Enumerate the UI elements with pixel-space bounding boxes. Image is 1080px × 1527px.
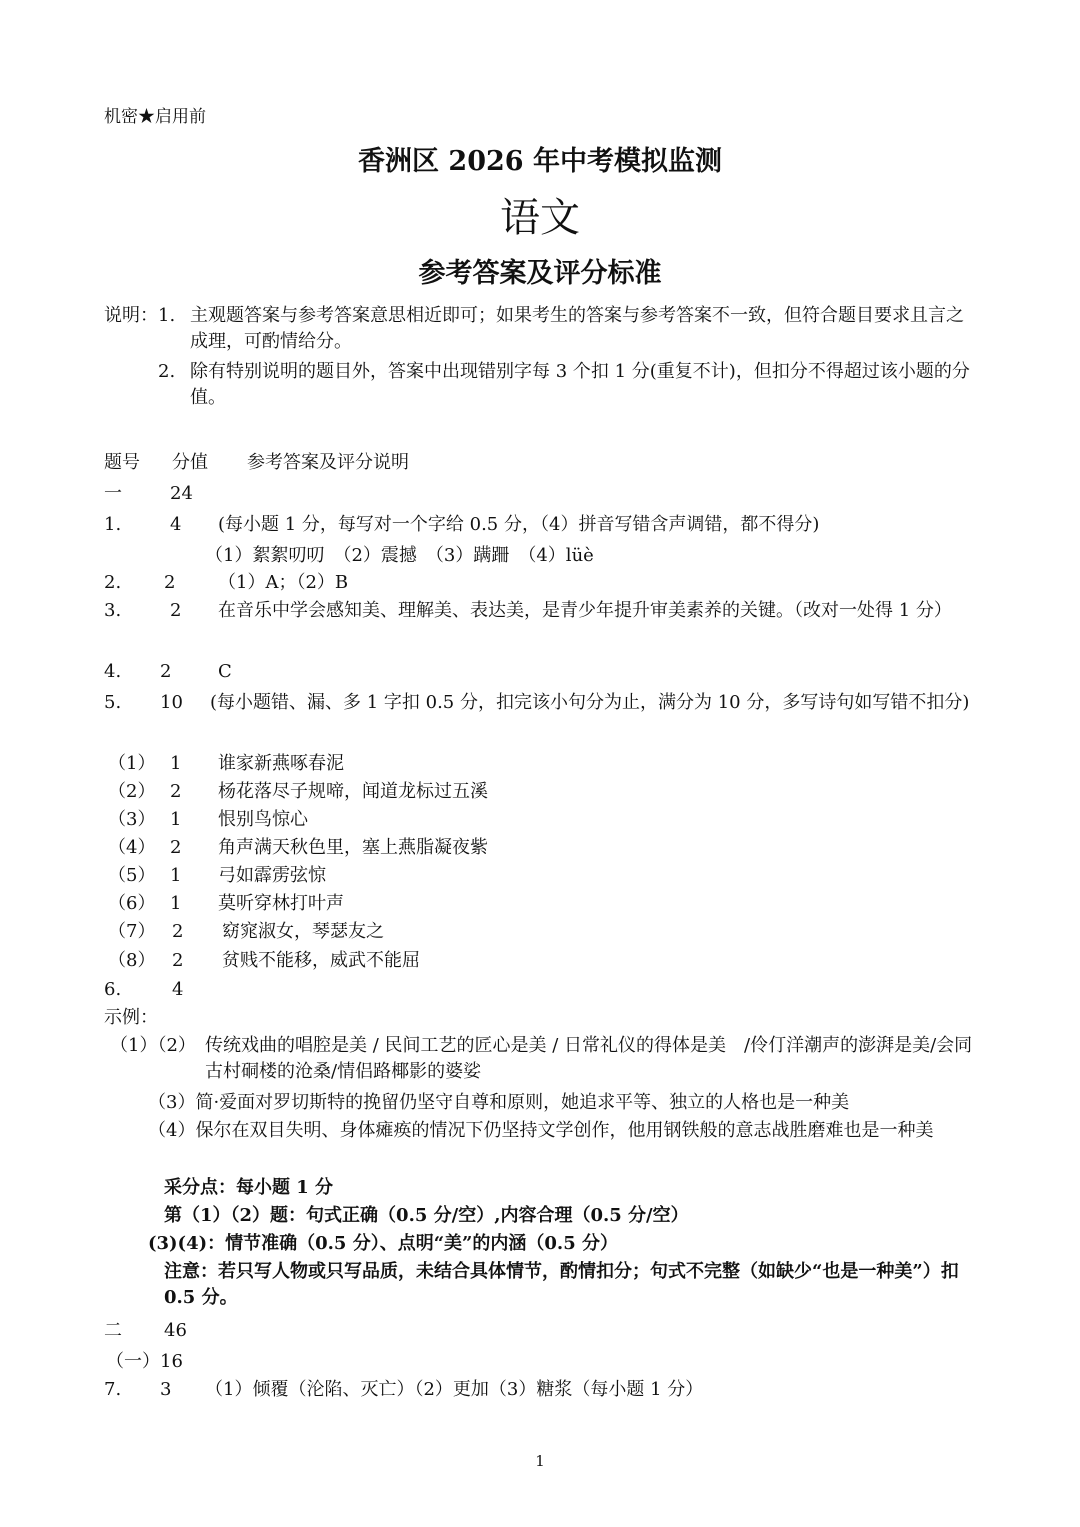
sub-question-score: 2 [172, 921, 184, 942]
sub-question-number: （5） [108, 865, 156, 886]
exam-title: 香洲区 2026 年中考模拟监测 [358, 146, 722, 177]
header-answer: 参考答案及评分说明 [247, 452, 409, 473]
question-number: 2. [104, 572, 122, 593]
page-number: 1 [535, 1452, 545, 1470]
sub-question-answer: 杨花落尽子规啼，闻道龙标过五溪 [218, 781, 488, 802]
example-1-2-text: 传统戏曲的唱腔是美 / 民间工艺的匠心是美 / 日常礼仪的得体是美 /伶仃洋潮声的澎湃是美/会同古村硐楼的沧桑/情侣路椰影的婆娑 [205, 1035, 973, 1082]
sub-question-number: （4） [108, 837, 156, 858]
example-1-2-label: （1）（2） [110, 1035, 196, 1056]
question-score: 2 [164, 572, 176, 593]
sub-question-answer: 莫听穿林打叶声 [218, 893, 344, 914]
question-answer: （1）A；（2）B [218, 572, 349, 593]
section-score: 24 [170, 483, 193, 504]
question-score: 3 [160, 1379, 172, 1400]
scoring-note: 注意：若只写人物或只写品质，未结合具体情节，酌情扣分；句式不完整（如缺少“也是一种美”）扣 0.5 分。 [164, 1261, 959, 1308]
sub-question-score: 2 [170, 781, 182, 802]
sub-question-answer: 弓如霹雳弦惊 [218, 865, 326, 886]
scoring-points-title: 采分点：每小题 1 分 [164, 1177, 334, 1198]
example-label: 示例： [104, 1007, 158, 1028]
question-number: 4. [104, 661, 122, 682]
sub-question-number: （8） [108, 950, 156, 971]
example-3-text: （3）简·爱面对罗切斯特的挽留仍坚守自尊和原则，她追求平等、独立的人格也是一种美 [148, 1092, 850, 1113]
subject-title: 语文 [500, 195, 580, 241]
sub-question-number: （7） [108, 921, 156, 942]
sub-question-number: （3） [108, 809, 156, 830]
question-answer: 在音乐中学会感知美、理解美、表达美，是青少年提升审美素养的关键。（改对一处得 1 分） [218, 600, 952, 621]
question-score: 2 [170, 600, 182, 621]
subsection-label: （一）16 [106, 1351, 183, 1372]
note-number: 1. [158, 305, 176, 326]
note-item-2 [158, 359, 980, 411]
question-score: 10 [160, 692, 183, 713]
example-4-text: （4）保尔在双目失明、身体瘫痪的情况下仍坚持文学创作，他用钢铁般的意志战胜磨难也是一种美 [148, 1120, 934, 1141]
scoring-point-1-2: 第（1）（2）题：句式正确（0.5 分/空）,内容合理（0.5 分/空） [164, 1205, 689, 1226]
note-text: 除有特别说明的题目外，答案中出现错别字每 3 个扣 1 分(重复不计)，但扣分不得超过该小题的分值。 [190, 361, 970, 408]
question-score: 4 [170, 514, 182, 535]
sub-question-score: 1 [170, 893, 182, 914]
question-answer: C [218, 661, 232, 682]
sub-question-score: 1 [170, 809, 182, 830]
question-number: 1. [104, 514, 122, 535]
question-answer: (每小题错、漏、多 1 字扣 0.5 分，扣完该小句分为止，满分为 10 分，多写诗句如写错不扣分) [210, 692, 970, 713]
confidential-mark: 机密★启用前 [104, 107, 206, 127]
note-number: 2. [158, 361, 176, 382]
sub-question-score: 2 [172, 950, 184, 971]
sub-question-score: 1 [170, 865, 182, 886]
sub-question-answer: 贫贱不能移，威武不能屈 [222, 950, 420, 971]
note-text: 主观题答案与参考答案意思相近即可；如果考生的答案与参考答案不一致，但符合题目要求且言之成理，可酌情给分。 [190, 305, 964, 352]
header-question: 题号 [104, 452, 140, 473]
question-answer-detail: （1）絮絮叨叨 （2）震撼 （3）蹒跚 （4）lüè [205, 545, 594, 566]
sub-question-answer: 窈窕淑女，琴瑟友之 [222, 921, 384, 942]
question-number: 5. [104, 692, 122, 713]
sub-question-score: 1 [170, 753, 182, 774]
sub-question-number: （6） [108, 893, 156, 914]
sub-question-number: （2） [108, 781, 156, 802]
question-answer: (每小题 1 分，每写对一个字给 0.5 分，（4）拼音写错含声调错，都不得分) [218, 514, 820, 535]
question-score: 2 [160, 661, 172, 682]
answer-key-title: 参考答案及评分标准 [418, 258, 662, 289]
section-score: 46 [164, 1320, 187, 1341]
question-score: 4 [172, 979, 184, 1000]
sub-question-answer: 谁家新燕啄春泥 [218, 753, 344, 774]
section-number: 二 [104, 1320, 122, 1341]
sub-question-number: （1） [108, 753, 156, 774]
sub-question-answer: 角声满天秋色里，塞上燕脂凝夜紫 [218, 837, 488, 858]
scoring-point-3-4: (3)(4)：情节准确（0.5 分）、点明“美”的内涵（0.5 分） [148, 1233, 618, 1254]
sub-question-answer: 恨别鸟惊心 [218, 809, 308, 830]
note-item-1 [158, 303, 980, 355]
sub-question-score: 2 [170, 837, 182, 858]
header-score: 分值 [172, 452, 208, 473]
question-number: 6. [104, 979, 122, 1000]
question-answer: （1）倾覆（沦陷、灭亡）（2）更加（3）糖浆（每小题 1 分） [205, 1379, 704, 1400]
notes-label: 说明： [104, 305, 158, 326]
section-number: 一 [104, 483, 122, 504]
question-number: 7. [104, 1379, 122, 1400]
question-number: 3. [104, 600, 122, 621]
